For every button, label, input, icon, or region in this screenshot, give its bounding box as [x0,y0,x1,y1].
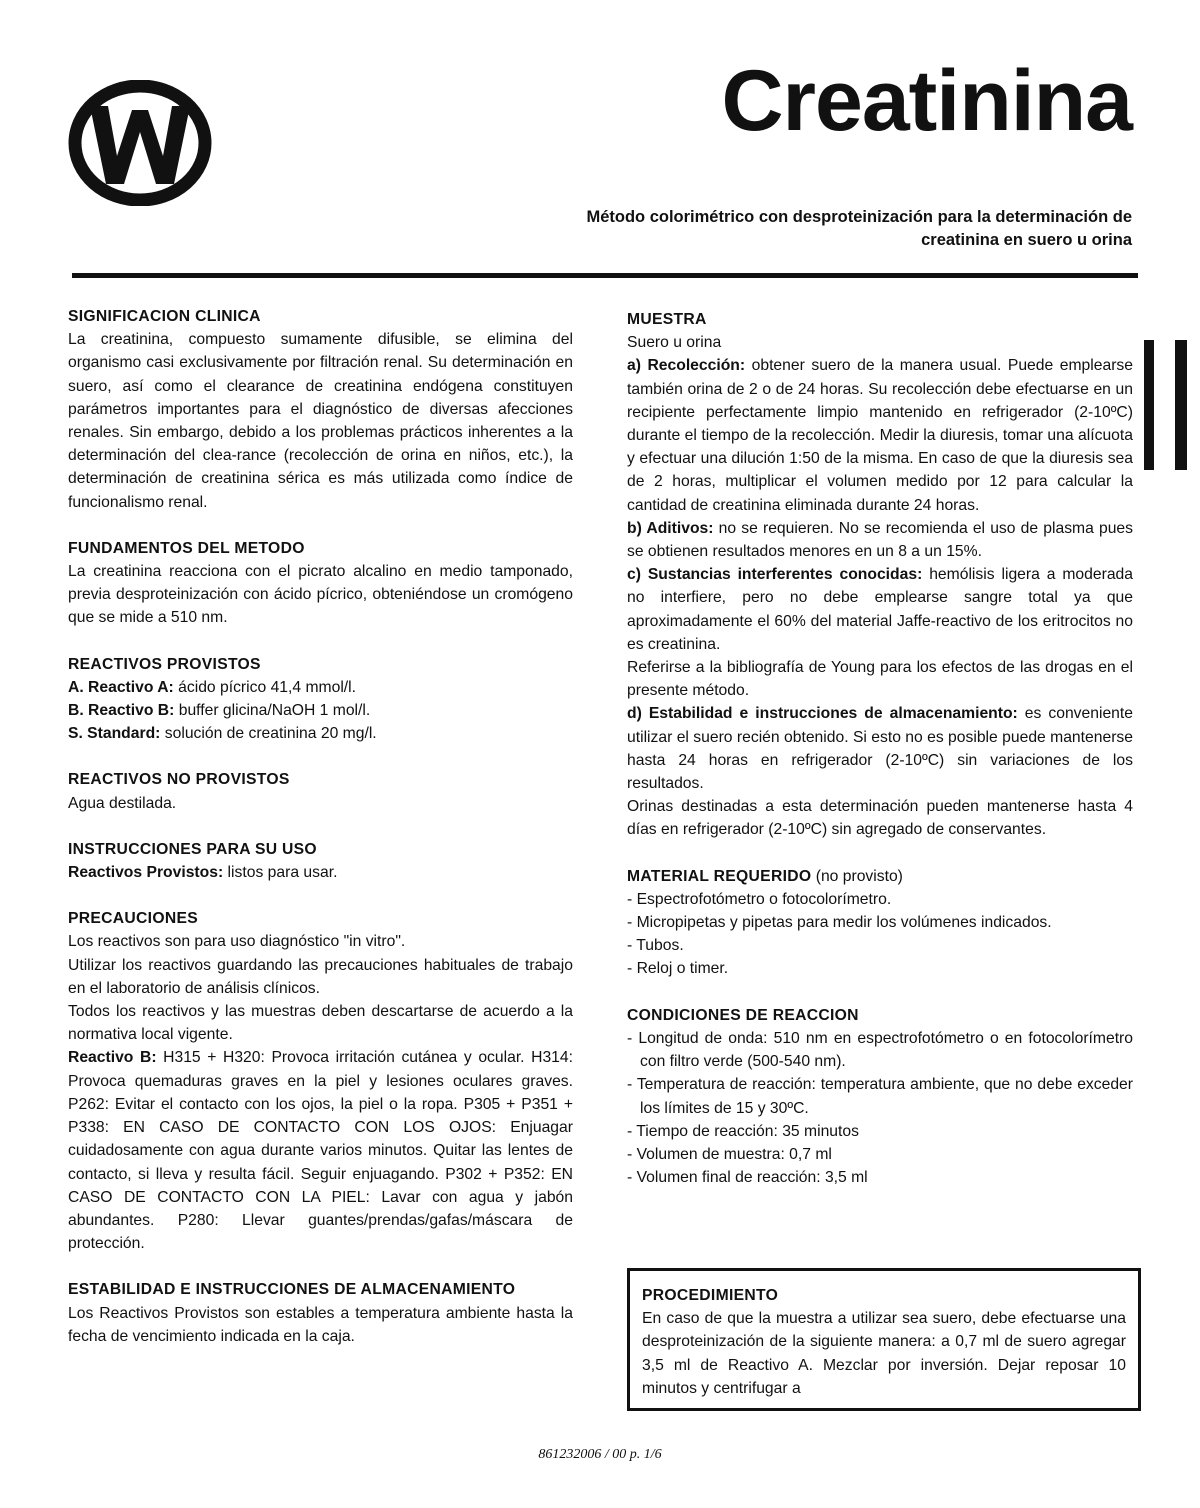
list-item: - Temperatura de reacción: temperatura ambiente, que no debe exceder los límites de 15 y 30ºC. [627,1076,1133,1117]
list-item: - Volumen final de reacción: 3,5 ml [627,1169,868,1187]
sample-label: b) Aditivos: [627,519,714,537]
list-item: - Espectrofotómetro o fotocolorímetro. [627,890,892,908]
section-heading: REACTIVOS PROVISTOS [68,655,261,673]
section-text: Los Reactivos Provistos son estables a temperatura ambiente hasta la fecha de vencimiento indicada en la caja. [68,1304,573,1345]
list-item: - Longitud de onda: 510 nm en espectrofotómetro o en fotocolorímetro con filtro verde (500-540 nm). [627,1029,1133,1071]
list-item: - Tiempo de reacción: 35 minutos [627,1122,859,1140]
section-precauciones [68,907,573,1255]
section-reactivos-no-provistos [68,768,573,814]
conditions-list [627,1027,1133,1189]
document-title: Creatinina [721,53,1132,149]
reagent-text: ácido pícrico 41,4 mmol/l. [173,678,357,696]
section-heading: CONDICIONES DE REACCION [627,1006,859,1024]
sample-text: hemólisis ligera a moderada no interfiere, pero no debe emplearse sangre total ya que aproximadamente el 60% del material Jaffe-reactivo de los eritrocitos no es creatinina. [627,566,1133,653]
sample-label: d) Estabilidad e instrucciones de almacenamiento: [627,705,1018,723]
section-text: La creatinina, compuesto sumamente difusible, se elimina del organismo casi exclusivamente por filtración renal. Su determinación en suero, así como el clearance de creatinina endógena constituyen parámetros importantes para el diagnóstico de diversas afecciones renales. Sin embargo, debido a los problemas prácticos inherentes a la determinación del clea-rance (recolección de orina en niños, etc.), la determinación de creatinina sérica es más utilizada como índice de funcionalismo renal. [68,331,573,511]
sample-text: no se requieren. No se recomienda el uso de plasma pues se obtienen resultados menores en un 8 a un 15%. [627,519,1133,561]
reagent-item [68,722,573,745]
sample-text: obtener suero de la manera usual. Puede emplearse también orina de 2 o de 24 horas. Su recolección debe efectuarse en un recipiente perfectamente limpio mantenido en refrigerador (2-10ºC) durante el tiempo de la recolección. Medir la diuresis, tomar una alícuota y efectuar una dilución 1:50 de la misma. En caso de que la diuresis sea de 2 horas, multiplicar el volumen medido por 12 para calcular la cantidad de creatinina eliminada durante 24 horas. [627,357,1133,514]
sample-item [627,702,1133,795]
section-text [68,1046,573,1255]
section-text: Los reactivos son para uso diagnóstico "in vitro". [68,933,406,951]
procedure-box [627,1268,1141,1411]
sample-text: es conveniente utilizar el suero recién obtenido. Si esto no es posible puede mantenerse hasta 24 horas en refrigerador (2-10ºC) sin variaciones de los resultados. [627,705,1133,793]
section-heading [627,865,1133,888]
section-text: Suero u orina [627,334,722,352]
material-list [627,888,1133,981]
section-text: La creatinina reacciona con el picrato alcalino en medio tamponado, previa desproteinización con ácido pícrico, obteniéndose un cromógeno que se mide a 510 nm. [68,563,573,627]
reagent-item [68,699,573,722]
reagent-text: solución de creatinina 20 mg/l. [160,725,377,743]
section-text: Utilizar los reactivos guardando las precauciones habituales de trabajo en el laboratorio de análisis clínicos. [68,956,573,997]
header-divider [72,273,1138,278]
sample-label: c) Sustancias interferentes conocidas: [627,566,923,584]
section-estabilidad [68,1278,573,1348]
section-heading: ESTABILIDAD E INSTRUCCIONES DE ALMACENAMIENTO [68,1281,516,1299]
page-tab-marker [1175,340,1187,470]
material-heading: MATERIAL REQUERIDO [627,867,812,885]
reagent-label: A. Reactivo A: [68,678,174,696]
sample-item [627,563,1133,656]
sample-item [627,354,1133,516]
list-item: - Tubos. [627,937,684,955]
instructions-text: listos para usar. [223,864,338,882]
material-heading-note: (no provisto) [811,867,903,885]
sample-label: a) Recolección: [627,357,746,375]
section-condiciones [627,1004,1133,1190]
section-muestra [627,308,1133,842]
reagent-label: B. Reactivo B: [68,702,175,720]
page-tab-marker [1144,340,1154,470]
section-text: Agua destilada. [68,794,177,812]
section-heading: INSTRUCCIONES PARA SU USO [68,840,317,858]
document-subtitle: Método colorimétrico con desproteinización para la determinación de creatinina en suero u orina [586,208,1132,249]
page-footer: 861232006 / 00 p. 1/6 [538,1447,662,1462]
sample-item [627,517,1133,563]
section-fundamentos [68,537,573,630]
section-significacion [68,305,573,514]
section-heading: SIGNIFICACION CLINICA [68,308,261,325]
instructions-label: Reactivos Provistos: [68,864,224,882]
right-column [627,308,1133,1212]
reagent-text: buffer glicina/NaOH 1 mol/l. [174,702,371,720]
section-material [627,865,1133,981]
section-text: En caso de que la muestra a utilizar sea suero, debe efectuarse una desproteinización de la siguiente manera: a 0,7 ml de suero agregar 3,5 ml de Reactivo A. Mezclar por inversión. Dejar reposar 10 minutos y centrifugar a [642,1310,1126,1397]
list-item: - Volumen de muestra: 0,7 ml [627,1145,832,1163]
left-column [68,305,573,1371]
section-instrucciones [68,838,573,884]
section-heading: REACTIVOS NO PROVISTOS [68,771,290,789]
section-text [68,861,573,884]
section-text: Orinas destinadas a esta determinación pueden mantenerse hasta 4 días en refrigerador (2-10ºC) sin agregado de conservantes. [627,798,1133,839]
section-text: Todos los reactivos y las muestras deben descartarse de acuerdo a la normativa local vigente. [68,1003,573,1044]
hazard-label: Reactivo B: [68,1049,157,1067]
section-heading: MUESTRA [627,311,707,328]
list-item: - Reloj o timer. [627,960,729,978]
section-heading: PRECAUCIONES [68,910,198,928]
list-item: - Micropipetas y pipetas para medir los volúmenes indicados. [627,914,1052,932]
section-heading: PROCEDIMIENTO [642,1287,779,1304]
reagent-item [68,676,573,699]
hazard-text: H315 + H320: Provoca irritación cutánea y ocular. H314: Provoca quemaduras graves en la piel y lesiones oculares graves. P262: Evitar el contacto con los ojos, la piel o la ropa. P305 + P351 + P338: EN CASO DE CONTACTO CON LOS OJOS: Enjuagar cuidadosamente con agua durante varios minutos. Quitar las lentes de contacto, si lleva y resulta fácil. Seguir enjuagando. P302 + P352: EN CASO DE CONTACTO CON LA PIEL: Lavar con agua y jabón abundantes. P280: Llevar guantes/prendas/gafas/máscara de protección. [68,1049,573,1253]
reagent-label: S. Standard: [68,725,161,743]
section-heading: FUNDAMENTOS DEL METODO [68,539,305,557]
section-reactivos-provistos [68,653,573,746]
section-text: Referirse a la bibliografía de Young para los efectos de las drogas en el presente método. [627,659,1133,700]
wiener-logo [68,80,212,206]
